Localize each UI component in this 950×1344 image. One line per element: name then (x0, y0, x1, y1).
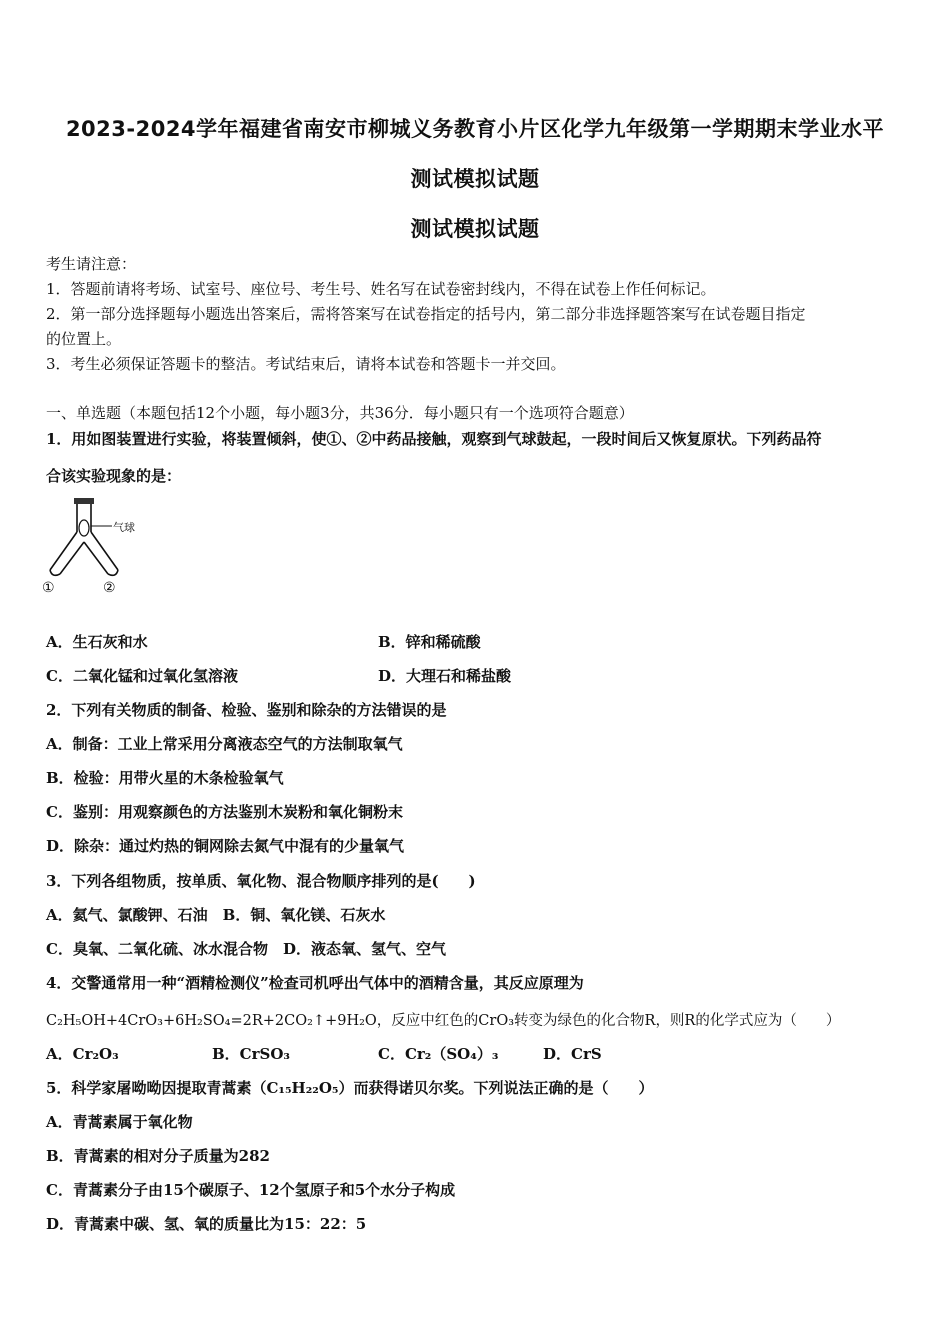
q5-option-a: A．青蒿素属于氧化物 (46, 1113, 193, 1131)
balloon-label: 气球 (113, 521, 135, 534)
q1-stem: 1．用如图装置进行实验，将装置倾斜，使①、②中药品接触，观察到气球鼓起，一段时间后又恢复原状。下列药品符 (46, 430, 822, 448)
notice-item: 1．答题前请将考场、试室号、座位号、考生号、姓名写在试卷密封线内，不得在试卷上作任何标记。 (46, 280, 716, 298)
page-title-line1: 2023-2024学年福建省南安市柳城义务教育小片区化学九年级第一学期期末学业水平 (65, 117, 885, 141)
notice-item: 3．考生必须保证答题卡的整洁。考试结束后，请将本试卷和答题卡一并交回。 (46, 355, 566, 373)
q4-stem: 4．交警通常用一种“酒精检测仪”检查司机呼出气体中的酒精含量，其反应原理为 (46, 974, 584, 992)
balloon (79, 520, 89, 536)
q1-stem-cont: 合该实验现象的是： (46, 467, 182, 485)
q5-option-d: D．青蒿素中碳、氢、氧的质量比为15：22：5 (46, 1215, 367, 1233)
page-title-line3: 测试模拟试题 (410, 217, 540, 241)
page-title-line2: 测试模拟试题 (410, 167, 540, 191)
stopper (74, 498, 94, 504)
q4-option-a: A．Cr₂O₃ (46, 1045, 119, 1063)
q1-option-d: D．大理石和稀盐酸 (378, 667, 512, 685)
q4-option-b: B．CrSO₃ (212, 1045, 290, 1063)
notice-item: 2．第一部分选择题每小题选出答案后，需将答案写在试卷指定的括号内，第二部分非选择题答案写在试卷题目指定 (46, 305, 806, 323)
q3-options-row2: C．臭氧、二氧化硫、冰水混合物 D．液态氧、氢气、空气 (46, 940, 446, 958)
q2-option-c: C．鉴别：用观察颜色的方法鉴别木炭粉和氧化铜粉末 (46, 803, 403, 821)
q3-options-row1: A．氦气、氯酸钾、石油 B．铜、氧化镁、石灰水 (46, 906, 386, 924)
q2-option-b: B．检验：用带火星的木条检验氧气 (46, 769, 284, 787)
q1-apparatus-figure (40, 494, 160, 598)
q1-option-c: C．二氧化锰和过氧化氢溶液 (46, 667, 238, 685)
q2-option-d: D．除杂：通过灼热的铜网除去氮气中混有的少量氧气 (46, 837, 405, 855)
notice-item: 的位置上。 (46, 330, 122, 348)
q3-stem: 3．下列各组物质，按单质、氧化物、混合物顺序排列的是( ) (46, 872, 476, 890)
q1-option-a: A．生石灰和水 (46, 633, 148, 651)
q2-option-a: A．制备：工业上常采用分离液态空气的方法制取氧气 (46, 735, 403, 753)
q4-option-d: D．CrS (543, 1045, 602, 1063)
tube-label-right: ② (103, 580, 116, 596)
notice-heading: 考生请注意： (46, 255, 137, 273)
q5-option-b: B．青蒿素的相对分子质量为282 (46, 1147, 270, 1165)
tube-label-left: ① (42, 580, 55, 596)
q1-option-b: B．锌和稀硫酸 (378, 633, 481, 651)
q5-option-c: C．青蒿素分子由15个碳原子、12个氢原子和5个水分子构成 (46, 1181, 456, 1199)
q2-stem: 2．下列有关物质的制备、检验、鉴别和除杂的方法错误的是 (46, 701, 447, 719)
q4-option-c: C．Cr₂（SO₄）₃ (378, 1045, 499, 1063)
q4-equation: C₂H₅OH+4CrO₃+6H₂SO₄=2R+2CO₂↑+9H₂O，反应中红色的CrO₃转变为绿色的化合物R，则R的化学式应为（ ） (46, 1013, 841, 1029)
section-heading: 一、单选题（本题包括12个小题，每小题3分，共36分．每小题只有一个选项符合题意） (46, 404, 634, 422)
q5-stem: 5．科学家屠呦呦因提取青蒿素（C₁₅H₂₂O₅）而获得诺贝尔奖。下列说法正确的是（ ） (46, 1079, 654, 1097)
